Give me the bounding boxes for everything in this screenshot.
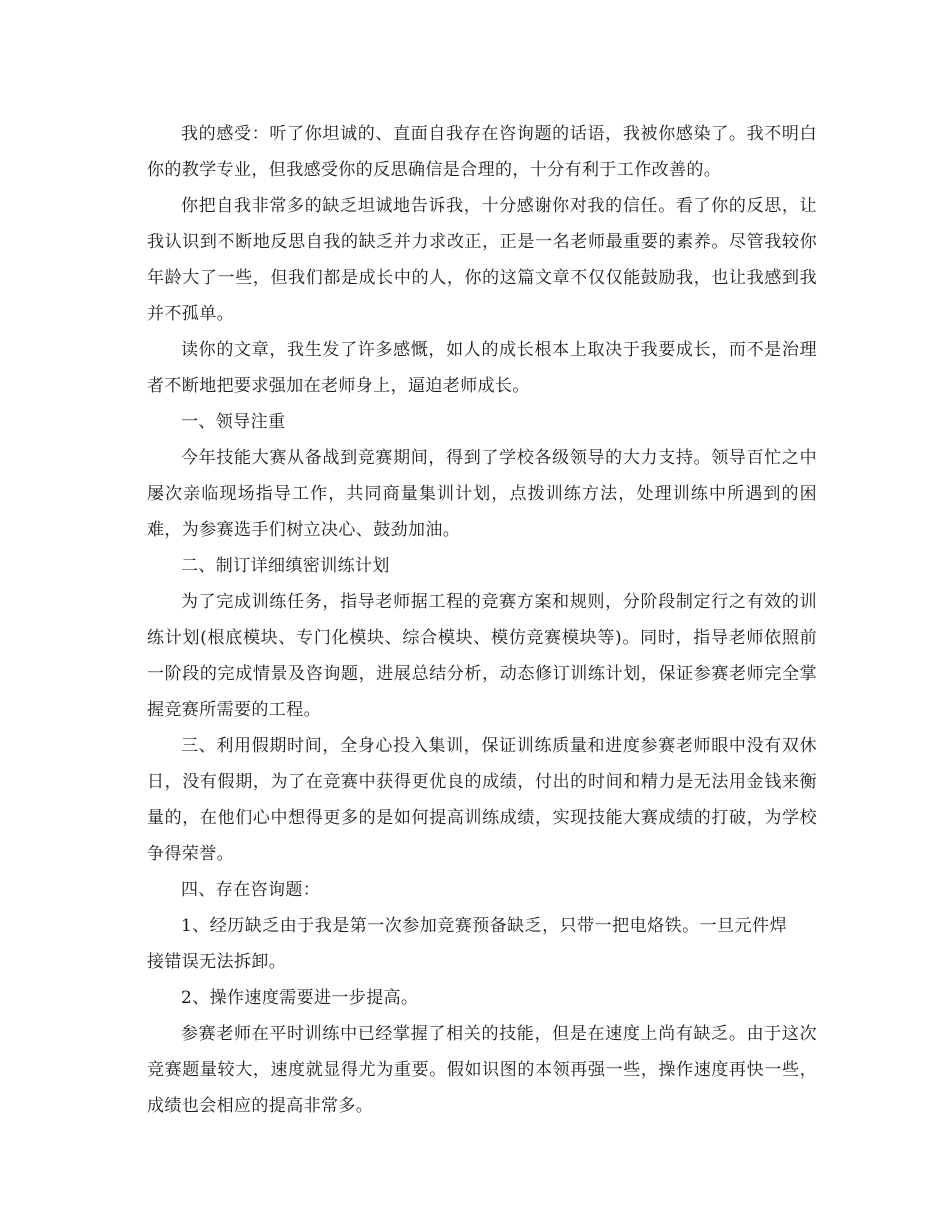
paragraph-thanks: 你把自我非常多的缺乏坦诚地告诉我，十分感谢你对我的信任。看了你的反思，让我认识到不断地反思自我的缺乏并力求改正，正是一名老师最重要的素养。尽管我较你年龄大了一些，但我们都是成长中的人，你的这篇文章不仅仅能鼓励我，也让我感到我并不孤单。 bbox=[147, 196, 817, 324]
paragraph-holiday-training: 三、利用假期时间，全身心投入集训，保证训练质量和进度参赛老师眼中没有双休日，没有假期，为了在竞赛中获得更优良的成绩，付出的时间和精力是无法用金钱来衡量的，在他们心中想得更多的是如何提高训练成绩，实现技能大赛成绩的打破，为学校争得荣誉。 bbox=[147, 736, 817, 864]
paragraph-speed: 参赛老师在平时训练中已经掌握了相关的技能，但是在速度上尚有缺乏。由于这次竞赛题量较大，速度就显得尤为重要。假如识图的本领再强一些，操作速度再快一些，成绩也会相应的提高非常多。 bbox=[147, 1024, 817, 1116]
paragraph-reflection: 读你的文章，我生发了许多感慨，如人的成长根本上取决于我要成长，而不是治理者不断地把要求强加在老师身上，逼迫老师成长。 bbox=[147, 340, 817, 396]
heading-leadership: 一、领导注重 bbox=[181, 412, 286, 432]
list-item-speed: 2、操作速度需要进一步提高。 bbox=[181, 988, 419, 1008]
paragraph-training-plan: 为了完成训练任务，指导老师据工程的竞赛方案和规则，分阶段制定行之有效的训练计划(根底模块、专门化模块、综合模块、模仿竞赛模块等)。同时，指导老师依照前一阶段的完成情景及咨询题，进展总结分析，动态修订训练计划，保证参赛老师完全掌握竞赛所需要的工程。 bbox=[147, 592, 817, 720]
list-item-experience: 1、经历缺乏由于我是第一次参加竞赛预备缺乏，只带一把电烙铁。一旦元件焊接错误无法拆卸。 bbox=[147, 916, 787, 972]
paragraph-feeling: 我的感受：听了你坦诚的、直面自我存在咨询题的话语，我被你感染了。我不明白你的教学专业，但我感受你的反思确信是合理的，十分有利于工作改善的。 bbox=[147, 124, 817, 180]
document-body bbox=[147, 116, 817, 1124]
heading-training-plan: 二、制订详细缜密训练计划 bbox=[181, 556, 390, 576]
heading-problems: 四、存在咨询题： bbox=[181, 880, 321, 900]
paragraph-leadership: 今年技能大赛从备战到竞赛期间，得到了学校各级领导的大力支持。领导百忙之中屡次亲临现场指导工作，共同商量集训计划，点拨训练方法，处理训练中所遇到的困难，为参赛选手们树立决心、鼓劲加油。 bbox=[147, 448, 817, 540]
